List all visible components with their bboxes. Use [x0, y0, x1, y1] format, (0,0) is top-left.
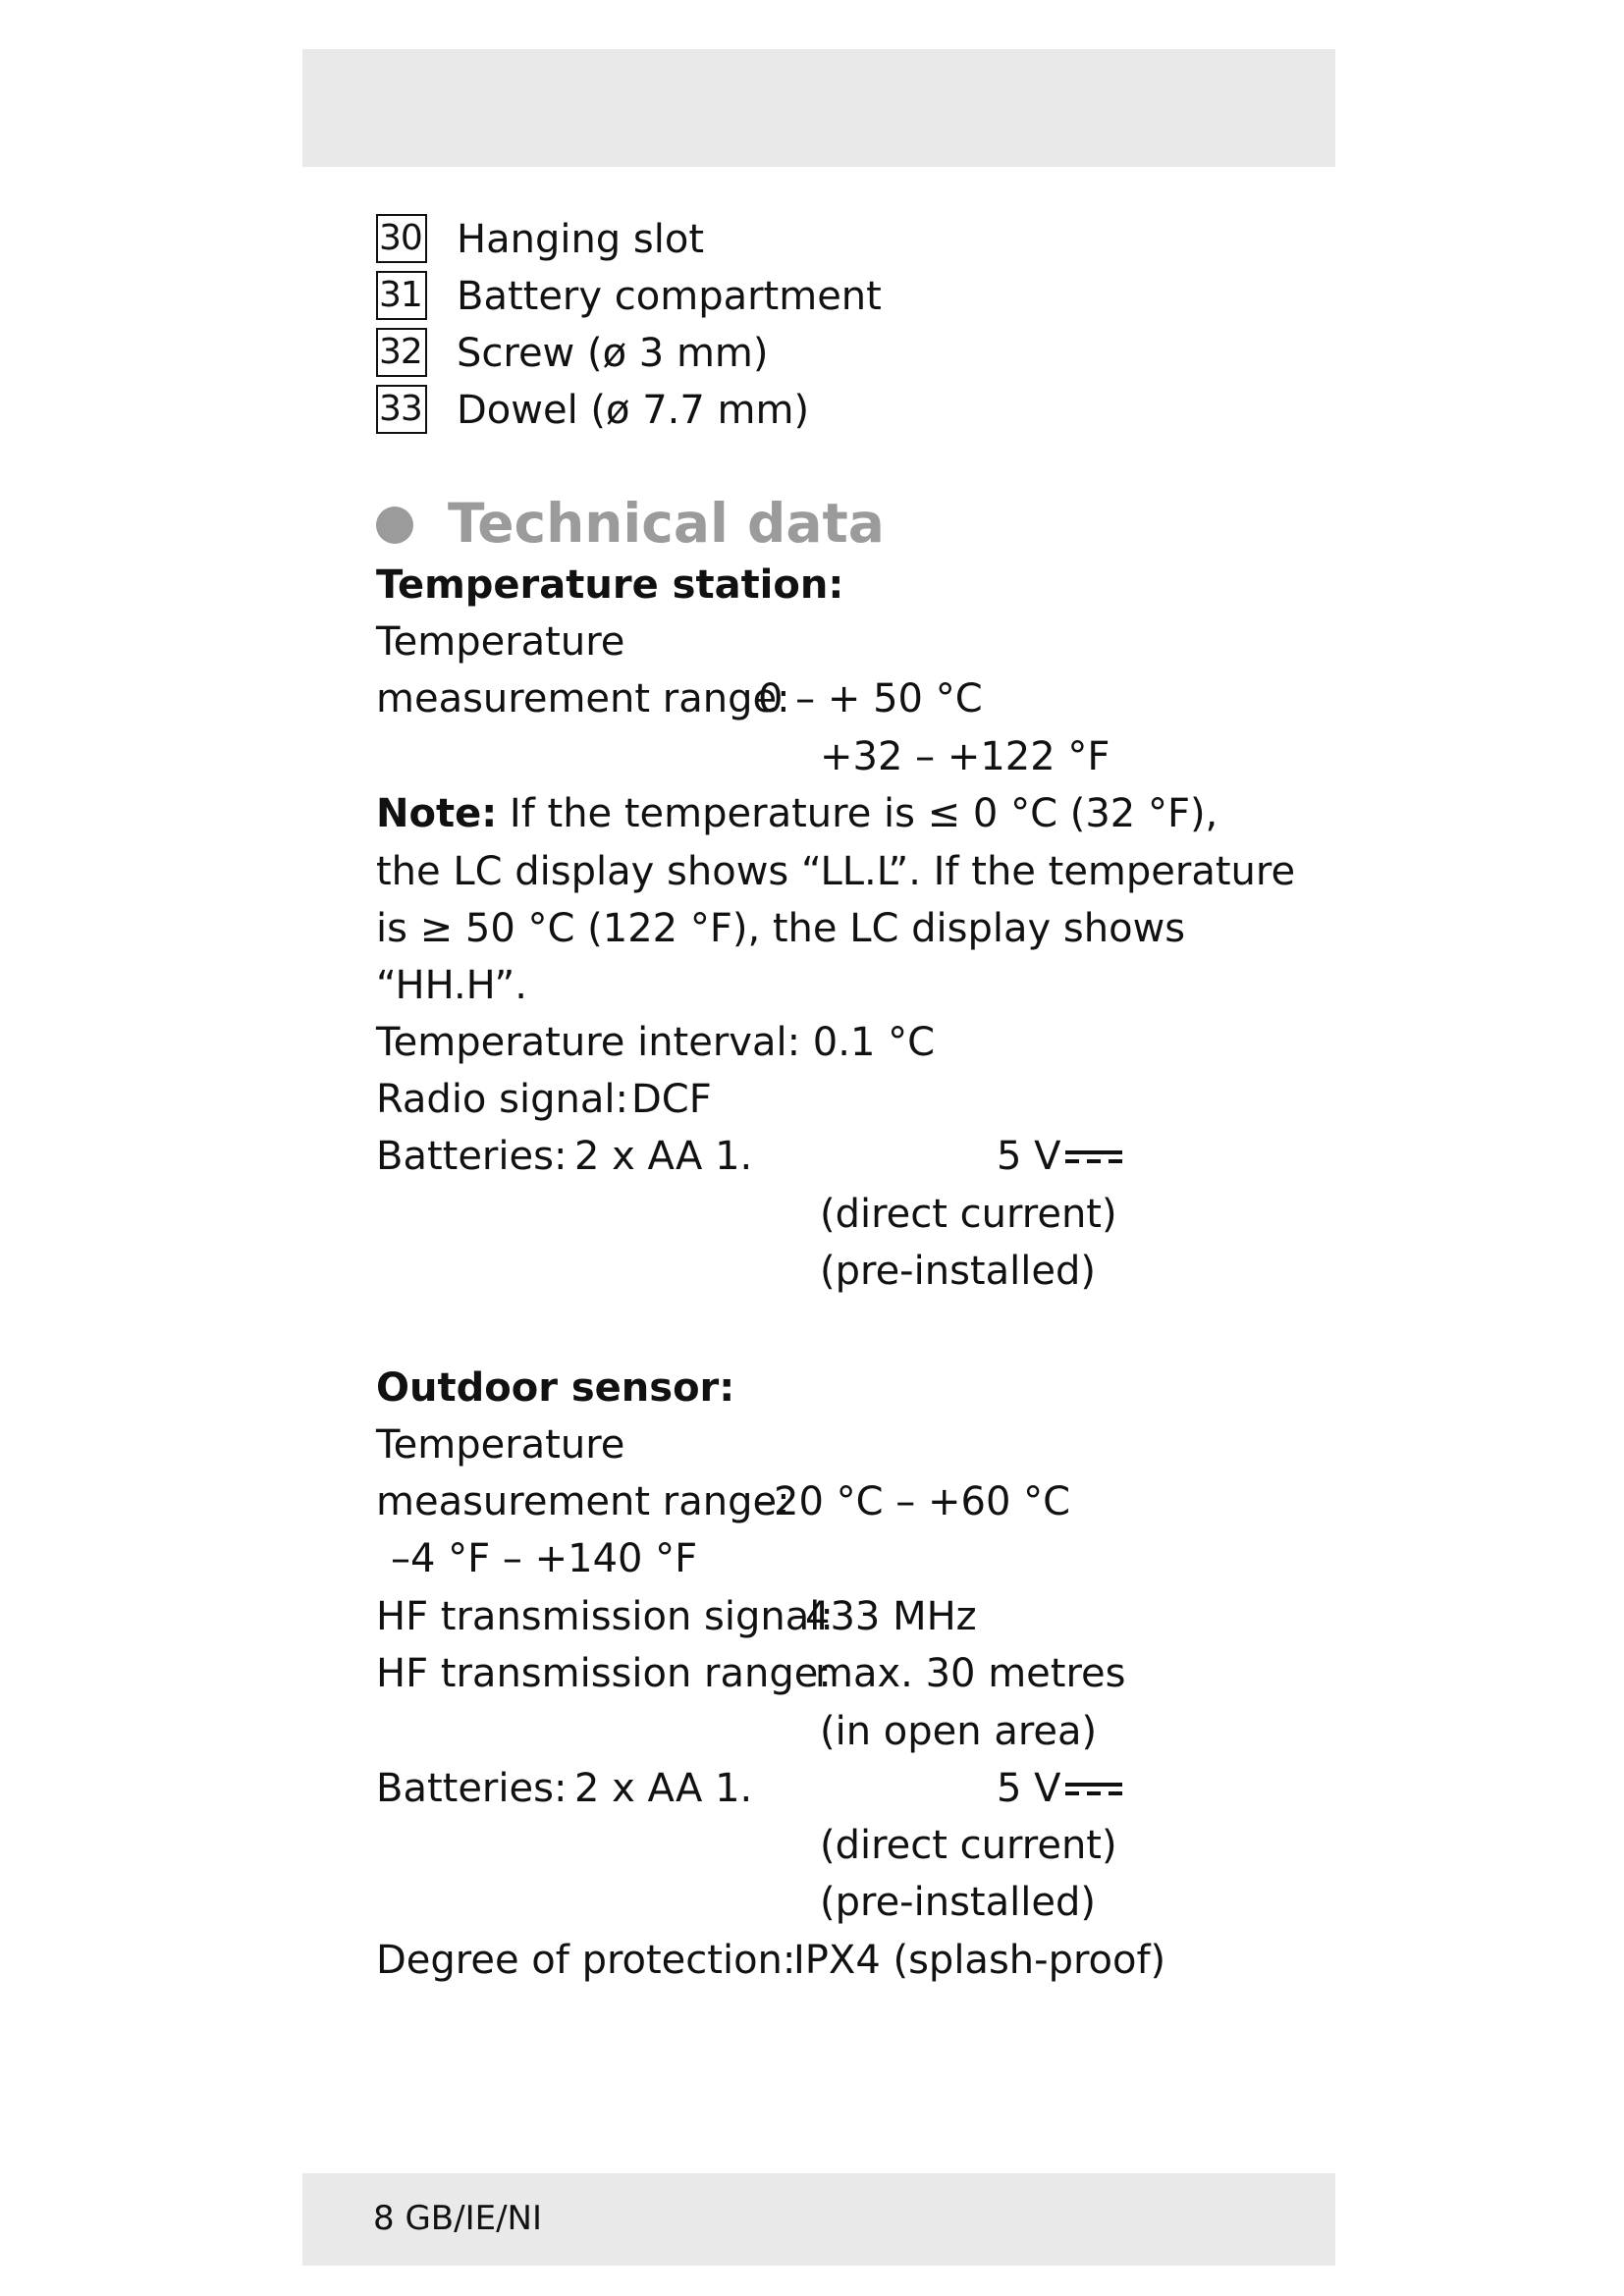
sensor-hf-signal-value: 433 MHz — [805, 1594, 977, 1639]
sensor-hf-range-value: max. 30 metres — [815, 1651, 1126, 1696]
part-label: Dowel (ø 7.7 mm) — [457, 388, 810, 433]
part-number-badge: 33 — [376, 385, 427, 434]
station-radio-value: DCF — [631, 1077, 712, 1122]
station-range-celsius: 0 – + 50 °C — [758, 676, 983, 721]
station-radio-label: Radio signal: — [376, 1077, 628, 1122]
voltage-text: 5 V — [997, 1134, 1061, 1179]
circle-bullet-icon — [376, 507, 413, 544]
station-note-line-3: is ≥ 50 °C (122 °F), the LC display shows — [376, 906, 1186, 951]
sensor-range-celsius: –20 °C – +60 °C — [754, 1479, 1071, 1524]
note-label: Note: — [376, 791, 498, 836]
sensor-hf-range-label: HF transmission range: — [376, 1651, 832, 1696]
sensor-protection-value: IPX4 (splash-proof) — [793, 1938, 1166, 1983]
station-batteries-label: Batteries: — [376, 1134, 568, 1179]
station-batteries-value: 2 x AA 1. — [574, 1134, 753, 1179]
footer — [373, 2199, 542, 2238]
sensor-current-type: (direct current) — [820, 1823, 1117, 1868]
sensor-voltage — [997, 1766, 1122, 1811]
station-interval: Temperature interval: 0.1 °C — [376, 1020, 936, 1065]
page-number: 8 — [373, 2199, 395, 2238]
station-range-label-1: Temperature — [376, 619, 625, 665]
sensor-batteries-label: Batteries: — [376, 1766, 568, 1811]
voltage-text: 5 V — [997, 1766, 1061, 1811]
part-number-badge: 31 — [376, 271, 427, 320]
sensor-range-fahrenheit: –4 °F – +140 °F — [391, 1536, 698, 1581]
part-number-badge: 30 — [376, 214, 427, 263]
header-band — [302, 49, 1335, 167]
direct-current-icon — [1065, 1148, 1122, 1168]
sensor-protection-label: Degree of protection: — [376, 1938, 796, 1983]
station-current-type: (direct current) — [820, 1192, 1117, 1237]
part-number-badge: 32 — [376, 328, 427, 377]
sensor-preinstalled: (pre-installed) — [820, 1880, 1096, 1925]
sensor-hf-range-note: (in open area) — [820, 1709, 1098, 1754]
sensor-batteries-value: 2 x AA 1. — [574, 1766, 753, 1811]
station-range-fahrenheit: +32 – +122 °F — [820, 734, 1110, 779]
sensor-hf-signal-label: HF transmission signal: — [376, 1594, 834, 1639]
station-voltage — [997, 1134, 1122, 1179]
part-label: Hanging slot — [457, 217, 705, 262]
station-note-line-2: the LC display shows “LL.L”. If the temperature — [376, 849, 1296, 894]
part-label: Screw (ø 3 mm) — [457, 331, 769, 376]
station-heading: Temperature station: — [376, 562, 844, 608]
note-text: If the temperature is ≤ 0 °C (32 °F), — [497, 791, 1218, 836]
locale-code: GB/IE/NI — [405, 2199, 543, 2238]
footer-band — [302, 2173, 1335, 2266]
part-label: Battery compartment — [457, 274, 882, 319]
direct-current-icon — [1065, 1781, 1122, 1800]
station-note-line-1 — [376, 791, 1218, 836]
station-range-label-2: measurement range: — [376, 676, 790, 721]
sensor-range-label-2: measurement range: — [376, 1479, 790, 1524]
section-title: Technical data — [448, 492, 885, 555]
sensor-heading: Outdoor sensor: — [376, 1365, 735, 1411]
station-preinstalled: (pre-installed) — [820, 1249, 1096, 1294]
sensor-range-label-1: Temperature — [376, 1422, 625, 1468]
station-note-line-4: “HH.H”. — [376, 963, 527, 1008]
